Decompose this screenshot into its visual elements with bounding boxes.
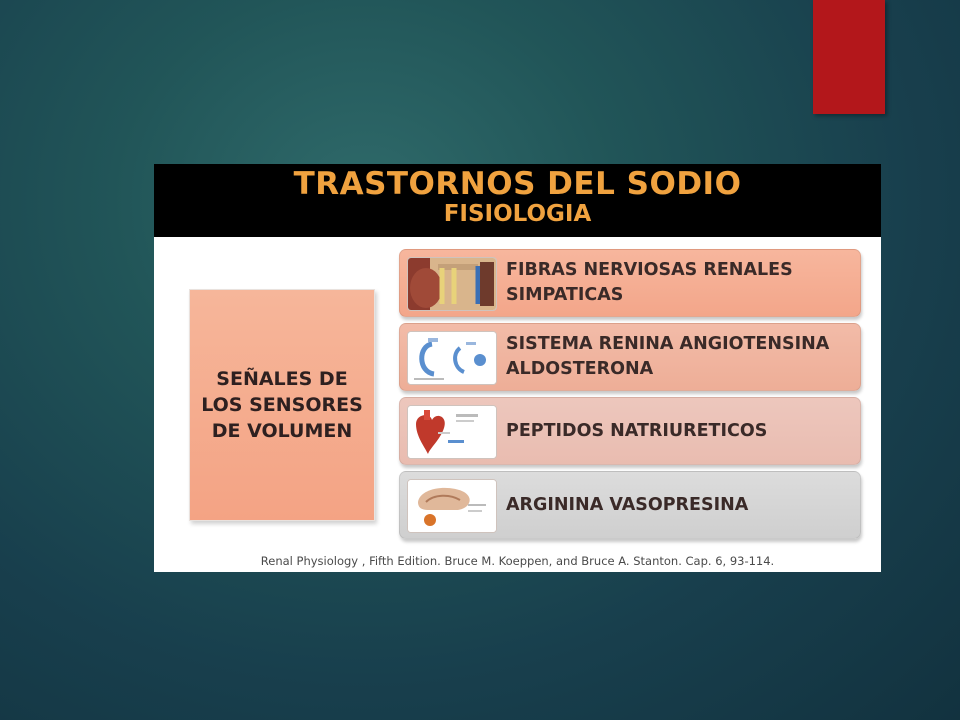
- volume-sensors-box: [189, 289, 375, 521]
- item-natriuretic-peptides: [399, 397, 861, 465]
- item-label: PEPTIDOS NATRIURETICOS: [506, 420, 768, 441]
- title-header-bar: [154, 164, 881, 237]
- item-label: ARGININA VASOPRESINA: [506, 494, 749, 515]
- item-renal-nerve-fibers: [399, 249, 861, 317]
- brain-pituitary-illustration-icon: [407, 479, 497, 533]
- red-accent-tab: [813, 0, 885, 114]
- heart-illustration-icon: [407, 405, 497, 459]
- citation: Renal Physiology , Fifth Edition. Bruce M. Koeppen, and Bruce A. Stanton. Cap. 6, 93-114.: [260, 554, 775, 568]
- item-label: SISTEMA RENINA ANGIOTENSINA ALDOSTERONA: [506, 334, 830, 379]
- item-arginine-vasopressin: [399, 471, 861, 539]
- nerve-fibers-illustration-icon: [407, 257, 497, 311]
- slide-subtitle: FISIOLOGIA: [443, 201, 592, 227]
- slide-image: [154, 164, 881, 572]
- slide-title: TRASTORNOS DEL SODIO: [293, 166, 742, 202]
- item-raas: [399, 323, 861, 391]
- volume-sensors-label: SEÑALES DE LOS SENSORES DE VOLUMEN: [201, 368, 363, 442]
- item-label: FIBRAS NERVIOSAS RENALES SIMPATICAS: [506, 260, 793, 305]
- raas-diagram-icon: [407, 331, 497, 385]
